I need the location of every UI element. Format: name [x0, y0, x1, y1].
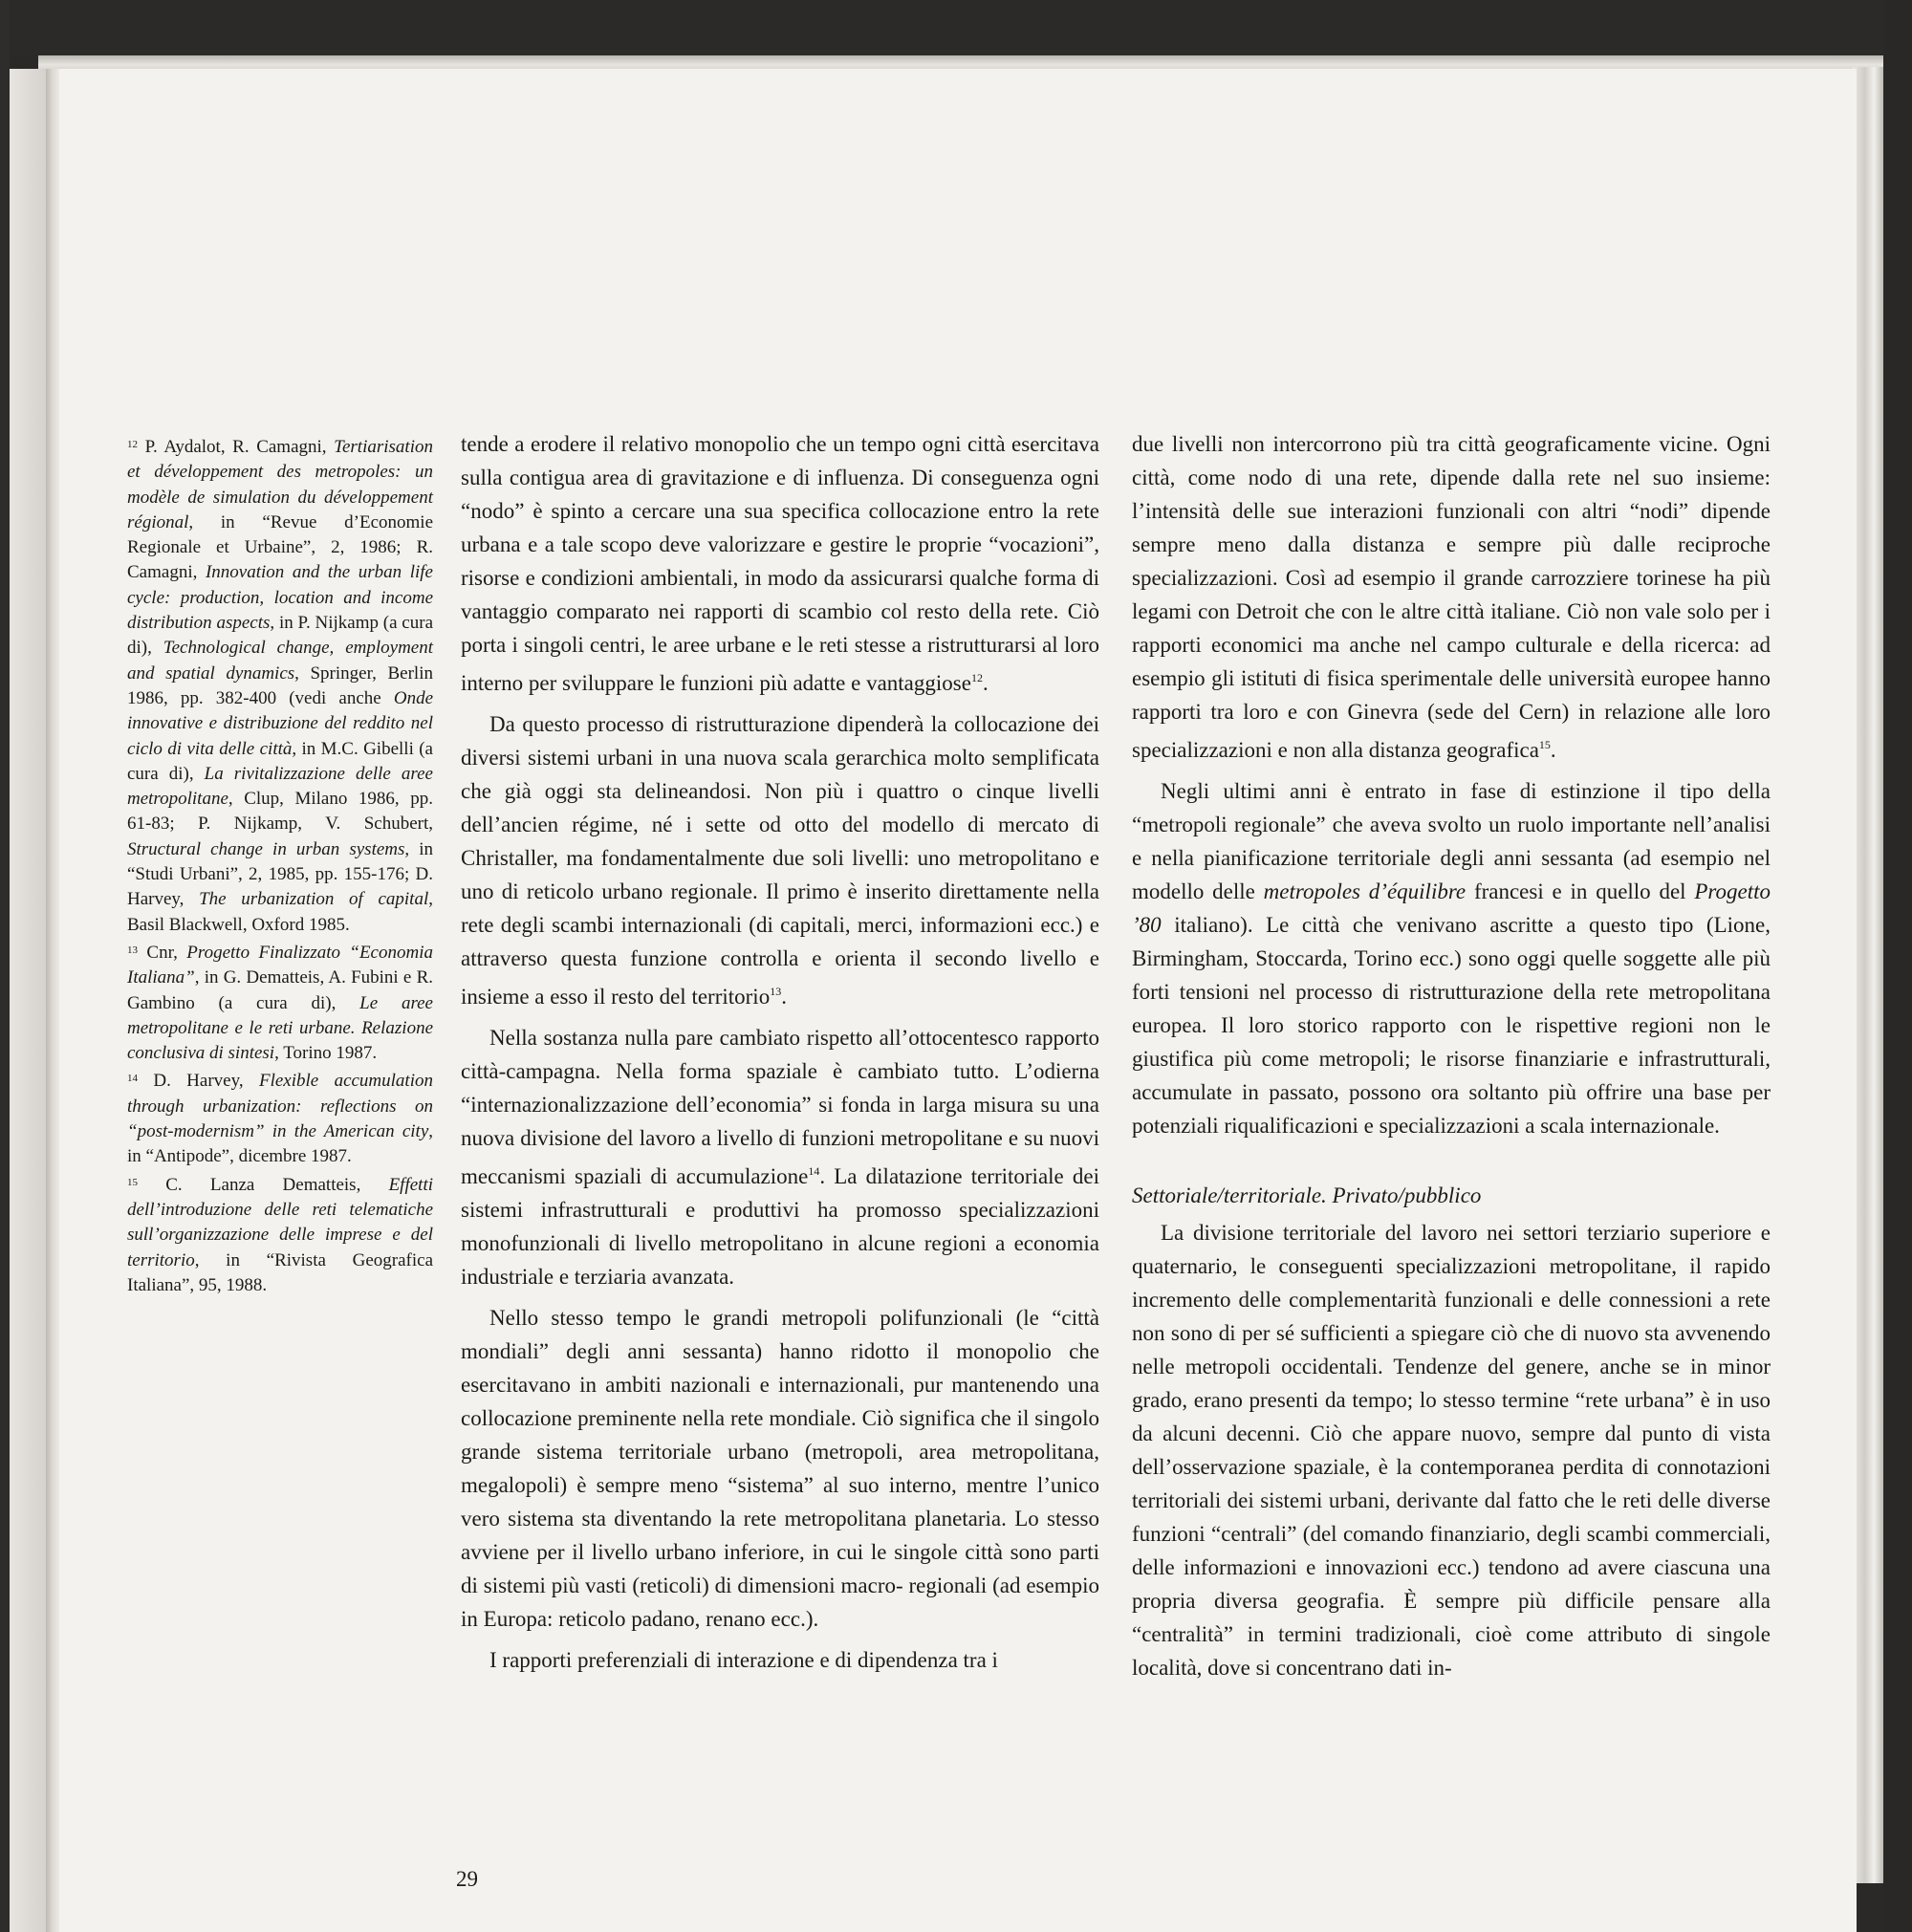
footnote-ref: 14	[808, 1164, 820, 1178]
paragraph: La divisione territoriale del lavoro nei settori terziario superiore e quaternario, le conseguenti specializzazioni metropolitane, il rapido incremento delle complementarità funzionali e delle connessioni a rete non sono di per sé sufficienti a spiegare ciò che di nuovo sta avvenendo nelle metropoli occidentali. Tendenze del genere, anche se in minor grado, erano presenti da tempo; lo stesso termine “rete urbana” è in uso da alcuni decenni. Ciò che appare nuovo, sempre dal punto di vista dell’osservazione spaziale, è la contemporanea perdita di connotazioni territoriali dei sistemi urbani, derivante dal fatto che le reti delle diverse funzioni “centrali” (del comando finanziario, degli scambi commerciali, delle informazioni e innovazioni ecc.) tendono ad avere ciascuna una propria diversa geografia. È sempre più difficile pensare alla “centralità” in termini tradizionali, cioè come attributo di singole località, dove si concentrano dati in-	[1132, 1221, 1771, 1680]
paragraph: due livelli non intercorrono più tra città geograficamente vicine. Ogni città, come nodo di una rete, dipende dalla rete nel suo insieme: l’intensità delle sue interazioni funzionali con altri “nodi” dipende sempre meno dalla distanza e sempre più dalle reciproche specializzazioni. Così ad esempio il grande carrozziere torinese ha più legami con Detroit che con le altre città italiane. Ciò non vale solo per i rapporti economici ma anche nel campo culturale e della ricerca: ad esempio gli istituti di fisica sperimentale delle università europee hanno rapporti tra loro e con Ginevra (sede del Cern) in relazione alle loro specializzazioni e non alla distanza geografica$^{15}$.	[1132, 432, 1771, 762]
scan-background-top	[0, 0, 1912, 55]
paragraph: Nello stesso tempo le grandi metropoli polifunzionali (le “città mondiali” degli anni sessanta) hanno ridotto il monopolio che esercitavano in ambiti nazionali e internazionali, pur mantenendo una collocazione preminente nella rete mondiale. Ciò significa che il singolo grande sistema territoriale urbano (metropoli, area metropolitana, megalopoli) è sempre meno “sistema” al suo interno, mentre l’unico vero sistema sta diventando la rete metropolitana planetaria. Lo stesso avviene per il livello urbano inferiore, in cui le singole città sono parti di sistemi più vasti (reticoli) di dimensioni macro- regionali (ad esempio in Europa: reticolo padano, renano ecc.).	[461, 1306, 1099, 1631]
paragraph: Nella sostanza nulla pare cambiato rispetto all’ottocentesco rapporto città-campagna. Nella forma spaziale è cambiato tutto. L’odierna “internazionalizzazione dell’economia” si fonda in larga misura su una nuova divisione del lavoro a livello di funzioni metropolitane e su nuovi meccanismi spaziali di accumulazione$^{14}$. La dilatazione territoriale dei sistemi infrastrutturali e produttivi ha promosso specializzazioni monofunzionali di livello metropolitano in alcune regioni a economia industriale e terziaria avanzata.	[461, 1026, 1100, 1289]
footnote-13: $^{13}$ Cnr, Progetto Finalizzato “Economia Italiana”, in G. Dematteis, A. Fubini e R. Gambino (a cura di), Le aree metropolitane e le reti urbane. Relazione conclusiva di sintesi, Torino 1987.	[127, 942, 433, 1064]
page-number: 29	[456, 1867, 478, 1891]
footnote-ref: 13	[770, 985, 782, 998]
facing-page-edge	[10, 69, 46, 1932]
scan-background-right	[1883, 0, 1912, 1932]
paragraph: tende a erodere il relativo monopolio che un tempo ogni città esercitava sulla contigua area di gravitazione e di influenza. Di conseguenza ogni “nodo” è spinto a cercare una sua specifica collocazione entro la rete urbana e a tale scopo deve valorizzare e gestire le proprie “vocazioni”, risorse e condizioni ambientali, in modo da assicurarsi qualche forma di vantaggio comparato nei rapporti di scambio col resto della rete. Ciò porta i singoli centri, le aree urbane e le reti stesse a ristrutturarsi al loro interno per sviluppare le funzioni più adatte e vantaggiose$^{12}$.	[461, 432, 1099, 695]
scan-background-left	[0, 0, 10, 1932]
book-gutter	[46, 69, 59, 1932]
paragraph: Negli ultimi anni è entrato in fase di estinzione il tipo della “metropoli regionale” che aveva svolto un ruolo importante nell’analisi e nella pianificazione territoriale degli anni sessanta (ad esempio nel modello delle metropoles d’équilibre francesi e in quello del Progetto ’80 italiano). Le città che venivano ascritte a questo tipo (Lione, Birmingham, Stoccarda, Torino ecc.) sono oggi quelle soggette alle più forti tensioni nel processo di ristrutturazione della rete metropolitana europea. Il loro storico rapporto con le rispettive regioni non le giustifica più come metropoli; le risorse finanziarie e infrastrutturali, accumulate in passato, possono ora soltanto più offrire una base per potenziali riqualificazioni e specializzazioni a scala internazionale.	[1132, 779, 1771, 1138]
section-heading: Settoriale/territoriale. Privato/pubblico	[1132, 1183, 1482, 1207]
paragraph: Da questo processo di ristrutturazione dipenderà la collocazione dei diversi sistemi urbani in una nuova scala gerarchica molto semplificata che già oggi sta delineandosi. Non più i quattro o cinque livelli dell’ancien régime, né i sette od otto del modello di mercato di Christaller, ma fondamentalmente due soli livelli: uno metropolitano e uno di reticolo urbano regionale. Il primo è inserito direttamente nella rete degli scambi internazionali (di capitali, merci, informazioni ecc.) e attraverso questa funzione controlla e orienta il secondo livello e insieme a esso il resto del territorio$^{13}$.	[461, 712, 1099, 1009]
footnotes	[127, 432, 433, 1298]
footnote-ref: 15	[1538, 738, 1551, 751]
footnote-ref: 12	[970, 671, 983, 684]
body-column-left	[461, 427, 1099, 1677]
footnote-12: $^{12}$ P. Aydalot, R. Camagni, Tertiarisation et développement des metropoles: un modèle de simulation du développement régional, in “Revue d’Economie Regionale et Urbaine”, 2, 1986; R. Camagni, Innovation and the urban life cycle: production, location and income distribution aspects, in P. Nijkamp (a cura di), Technological change, employment and spatial dynamics, Springer, Berlin 1986, pp. 382-400 (vedi anche Onde innovative e distribuzione del reddito nel ciclo di vita delle città, in M.C. Gibelli (a cura di), La rivitalizzazione delle aree metropolitane, Clup, Milano 1986, pp. 61-83; P. Nijkamp, V. Schubert, Structural change in urban systems, in “Studi Urbani”, 2, 1985, pp. 155-176; D. Harvey, The urbanization of capital, Basil Blackwell, Oxford 1985.	[127, 437, 433, 935]
footnote-14: $^{14}$ D. Harvey, Flexible accumulation through urbanization: reflections on “post-modernism” in the American city, in “Antipode”, dicembre 1987.	[127, 1071, 433, 1167]
paragraph: I rapporti preferenziali di interazione e di dipendenza tra i	[489, 1648, 998, 1672]
page-stack-right-edge	[1853, 67, 1883, 1883]
footnote-15: $^{15}$ C. Lanza Dematteis, Effetti dell’introduzione delle reti telematiche sull’organizzazione delle imprese e del territorio, in “Rivista Geografica Italiana”, 95, 1988.	[127, 1174, 433, 1295]
body-column-right	[1132, 427, 1771, 1684]
